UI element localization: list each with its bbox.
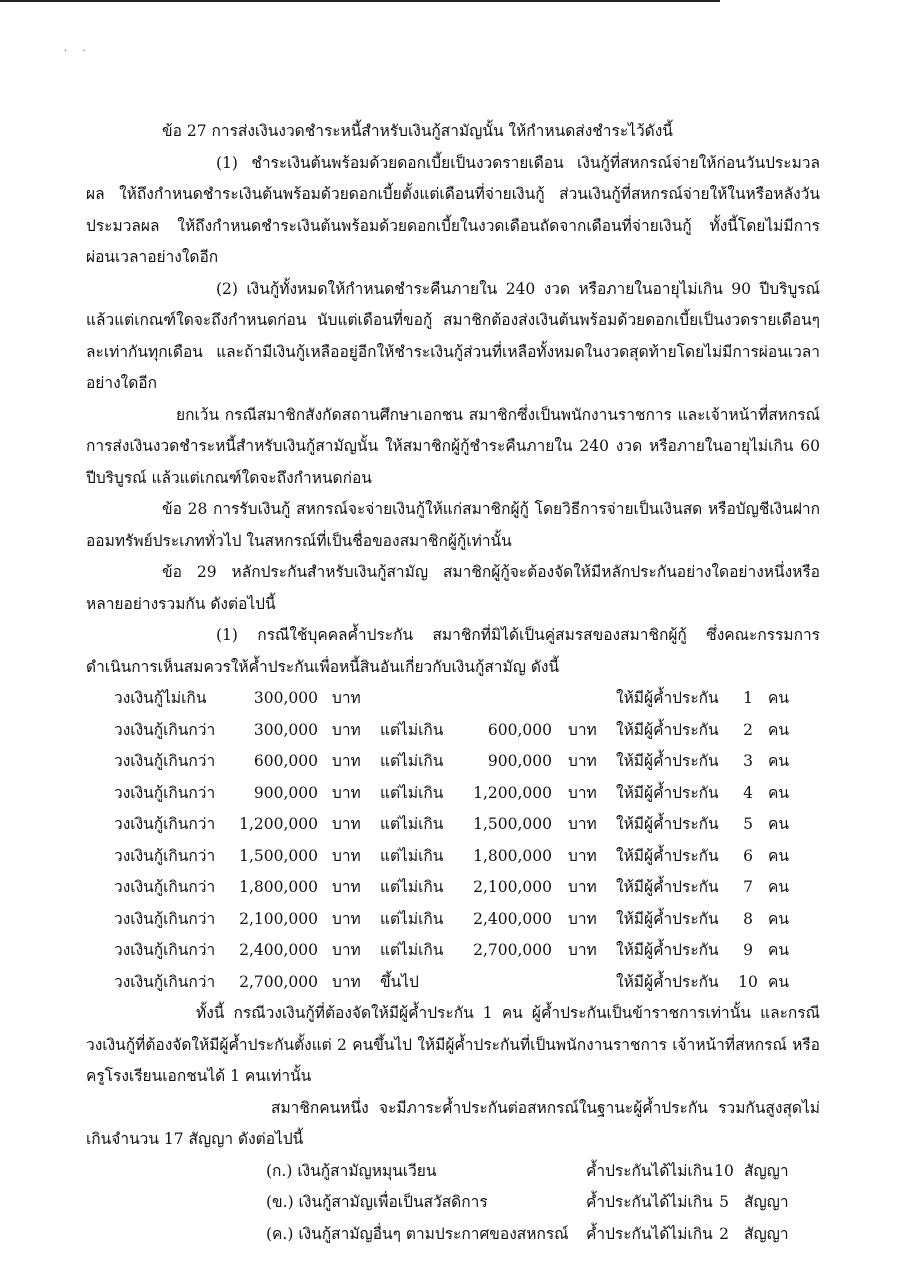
row-condition: แต่ไม่เกิน	[380, 909, 444, 928]
row-amount-to: 600,000	[487, 720, 552, 739]
document-body	[86, 116, 820, 1250]
row-condition: ขึ้นไป	[380, 972, 419, 991]
limit-unit: สัญญา	[744, 1193, 789, 1211]
row-requirement: ให้มีผู้ค้ำประกัน	[616, 752, 719, 770]
limit-text: ค้ำประกันได้ไม่เกิน	[586, 1193, 713, 1211]
row-label: วงเงินกู้เกินกว่า	[114, 783, 216, 802]
row-label: วงเงินกู้เกินกว่า	[114, 941, 216, 959]
row-guarantor-count: 3	[743, 752, 753, 770]
table-row	[114, 872, 808, 904]
limit-count: 10	[714, 1161, 734, 1180]
row-unit-from: บาท	[332, 941, 361, 959]
row-unit-from: บาท	[332, 689, 361, 707]
list-item	[266, 1156, 820, 1188]
row-requirement: ให้มีผู้ค้ำประกัน	[616, 878, 719, 896]
row-amount-from: 2,400,000	[239, 941, 318, 959]
row-amount-to	[452, 683, 568, 715]
row-guarantor-count: 1	[743, 689, 753, 707]
row-label: วงเงินกู้เกินกว่า	[114, 878, 216, 896]
row-label: วงเงินกู้ไม่เกิน	[114, 689, 207, 707]
row-condition: แต่ไม่เกิน	[380, 783, 444, 802]
row-requirement: ให้มีผู้ค้ำประกัน	[616, 783, 719, 802]
row-amount-to: 2,400,000	[473, 909, 552, 928]
limit-text: ค้ำประกันได้ไม่เกิน	[586, 1224, 713, 1243]
table-row	[114, 967, 808, 999]
row-label: วงเงินกู้เกินกว่า	[114, 972, 216, 991]
table-row	[114, 715, 808, 747]
row-amount-to: 1,200,000	[473, 783, 552, 802]
row-amount-to: 2,100,000	[473, 878, 552, 896]
row-guarantor-count: 5	[743, 815, 753, 833]
row-requirement: ให้มีผู้ค้ำประกัน	[616, 972, 719, 991]
row-person-unit: คน	[768, 815, 789, 833]
limit-count: 2	[719, 1224, 729, 1243]
row-unit-to: บาท	[568, 846, 597, 865]
limit-count: 5	[719, 1193, 729, 1211]
row-guarantor-count: 2	[743, 720, 753, 739]
row-person-unit: คน	[768, 752, 789, 770]
table-row	[114, 746, 808, 778]
row-person-unit: คน	[768, 783, 789, 802]
list-item	[266, 1187, 820, 1219]
row-unit-from: บาท	[332, 720, 361, 739]
row-unit-to: บาท	[568, 878, 597, 896]
article-27-exception: ยกเว้น กรณีสมาชิกสังกัดสถานศึกษาเอกชน สมาชิกซึ่งเป็นพนักงานราชการ และเจ้าหน้าที่สหกรณ์ การส่งเงินงวดชำระหนี้สำหรับเงินกู้สามัญนั้น ให้สมาชิกผู้กู้ชำระคืนภายใน 240 งวด หรือภายในอายุไม่เกิน 60 ปีบริบูรณ์ แล้วแต่เกณฑ์ใดจะถึงกำหนดก่อน	[86, 405, 820, 487]
row-amount-from: 300,000	[253, 720, 318, 739]
row-unit-to: บาท	[568, 783, 597, 802]
limit-unit: สัญญา	[744, 1161, 789, 1180]
row-amount-from: 900,000	[253, 783, 318, 802]
row-unit-from: บาท	[332, 846, 361, 865]
row-person-unit: คน	[768, 909, 789, 928]
guarantor-table	[114, 683, 808, 998]
guarantee-limit-list	[86, 1156, 820, 1251]
table-row	[114, 841, 808, 873]
row-condition: แต่ไม่เกิน	[380, 846, 444, 865]
row-condition: แต่ไม่เกิน	[380, 752, 444, 770]
row-condition: แต่ไม่เกิน	[380, 941, 444, 959]
row-requirement: ให้มีผู้ค้ำประกัน	[616, 815, 719, 833]
row-unit-to: บาท	[568, 720, 597, 739]
row-person-unit: คน	[768, 941, 789, 959]
row-amount-from: 600,000	[253, 752, 318, 770]
row-amount-to: 1,800,000	[473, 846, 552, 865]
row-guarantor-count: 8	[743, 909, 753, 928]
row-unit-from: บาท	[332, 752, 361, 770]
table-row	[114, 809, 808, 841]
row-person-unit: คน	[768, 689, 789, 707]
row-unit-to	[568, 967, 616, 999]
table-row	[114, 935, 808, 967]
row-requirement: ให้มีผู้ค้ำประกัน	[616, 846, 719, 865]
row-condition: แต่ไม่เกิน	[380, 878, 444, 896]
row-amount-to: 2,700,000	[473, 941, 552, 959]
row-requirement: ให้มีผู้ค้ำประกัน	[616, 689, 719, 707]
row-amount-to	[452, 967, 568, 999]
row-unit-to: บาท	[568, 815, 597, 833]
row-unit-from: บาท	[332, 815, 361, 833]
row-amount-from: 1,500,000	[239, 846, 318, 865]
row-person-unit: คน	[768, 846, 789, 865]
row-amount-to: 1,500,000	[473, 815, 552, 833]
top-rule	[0, 0, 720, 2]
limit-label: (ข.) เงินกู้สามัญเพื่อเป็นสวัสดิการ	[266, 1193, 488, 1211]
row-guarantor-count: 9	[743, 941, 753, 959]
list-item	[266, 1219, 820, 1251]
row-amount-from: 2,700,000	[239, 972, 318, 991]
row-person-unit: คน	[768, 878, 789, 896]
row-amount-from: 1,200,000	[239, 815, 318, 833]
row-label: วงเงินกู้เกินกว่า	[114, 846, 216, 865]
scan-specks: · ·	[64, 46, 92, 57]
row-amount-from: 1,800,000	[239, 878, 318, 896]
article-28-text: ข้อ 28 การรับเงินกู้ สหกรณ์จะจ่ายเงินกู้ให้แก่สมาชิกผู้กู้ โดยวิธีการจ่ายเป็นเงินสด หรือบัญชีเงินฝากออมทรัพย์ประเภททั่วไป ในสหกรณ์ที่เป็นชื่อของสมาชิกผู้กู้เท่านั้น	[86, 500, 820, 550]
row-unit-to: บาท	[568, 752, 597, 770]
table-row	[114, 683, 808, 715]
row-amount-from: 300,000	[253, 689, 318, 707]
row-amount-to: 900,000	[487, 752, 552, 770]
row-requirement: ให้มีผู้ค้ำประกัน	[616, 941, 719, 959]
row-condition: แต่ไม่เกิน	[380, 815, 444, 833]
row-amount-from: 2,100,000	[239, 909, 318, 928]
row-unit-to: บาท	[568, 941, 597, 959]
row-unit-to: บาท	[568, 909, 597, 928]
article-29-item-1: (1) กรณีใช้บุคคลค้ำประกัน สมาชิกที่มิได้เป็นคู่สมรสของสมาชิกผู้กู้ ซึ่งคณะกรรมการดำเนินการเห็นสมควรให้ค้ำประกันเพื่อหนี้สินอันเกี่ยวกับเงินกู้สามัญ ดังนี้	[86, 626, 820, 676]
row-condition: แต่ไม่เกิน	[380, 720, 444, 739]
row-person-unit: คน	[768, 972, 789, 991]
row-requirement: ให้มีผู้ค้ำประกัน	[616, 720, 719, 739]
row-unit-from: บาท	[332, 783, 361, 802]
row-unit-from: บาท	[332, 972, 361, 991]
row-unit-to	[568, 683, 616, 715]
guarantee-limit-intro: สมาชิกคนหนึ่ง จะมีภาระค้ำประกันต่อสหกรณ์ในฐานะผู้ค้ำประกัน รวมกันสูงสุดไม่เกินจำนวน 17 สัญญา ดังต่อไปนี้	[86, 1098, 820, 1148]
row-person-unit: คน	[768, 720, 789, 739]
row-label: วงเงินกู้เกินกว่า	[114, 909, 216, 928]
limit-text: ค้ำประกันได้ไม่เกิน	[586, 1161, 713, 1180]
row-guarantor-count: 10	[738, 972, 758, 991]
limit-unit: สัญญา	[744, 1224, 789, 1243]
row-label: วงเงินกู้เกินกว่า	[114, 720, 216, 739]
row-guarantor-count: 4	[743, 783, 753, 802]
row-label: วงเงินกู้เกินกว่า	[114, 815, 216, 833]
table-row	[114, 778, 808, 810]
table-row	[114, 904, 808, 936]
article-27-item-2: (2) เงินกู้ทั้งหมดให้กำหนดชำระคืนภายใน 240 งวด หรือภายในอายุไม่เกิน 90 ปีบริบูรณ์ แล้วแต่เกณฑ์ใดจะถึงกำหนดก่อน นับแต่เดือนที่ขอกู้ สมาชิกต้องส่งเงินต้นพร้อมด้วยดอกเบี้ยเป็นงวดรายเดือนๆละเท่ากันทุกเดือน และถ้ามีเงินกู้เหลืออยู่อีกให้ชำระเงินกู้ส่วนที่เหลือทั้งหมดในงวดสุดท้ายโดยไม่มีการผ่อนเวลาอย่างใดอีก	[86, 279, 820, 392]
row-label: วงเงินกู้เกินกว่า	[114, 752, 216, 770]
guarantor-note: ทั้งนี้ กรณีวงเงินกู้ที่ต้องจัดให้มีผู้ค้ำประกัน 1 คน ผู้ค้ำประกันเป็นข้าราชการเท่านั้น และกรณีวงเงินกู้ที่ต้องจัดให้มีผู้ค้ำประกันตั้งแต่ 2 คนขึ้นไป ให้มีผู้ค้ำประกันที่เป็นพนักงานราชการ เจ้าหน้าที่สหกรณ์ หรือครูโรงเรียนเอกชนได้ 1 คนเท่านั้น	[86, 1004, 820, 1085]
row-guarantor-count: 6	[743, 846, 753, 865]
row-unit-from: บาท	[332, 909, 361, 928]
row-condition	[380, 683, 452, 715]
row-unit-from: บาท	[332, 878, 361, 896]
article-27-item-1: (1) ชำระเงินต้นพร้อมด้วยดอกเบี้ยเป็นงวดรายเดือน เงินกู้ที่สหกรณ์จ่ายให้ก่อนวันประมวลผล ให้ถึงกำหนดชำระเงินต้นพร้อมด้วยดอกเบี้ยตั้งแต่เดือนที่จ่ายเงินกู้ ส่วนเงินกู้ที่สหกรณ์จ่ายให้ในหรือหลังวันประมวลผล ให้ถึงกำหนดชำระเงินต้นพร้อมด้วยดอกเบี้ยในงวดเดือนถัดจากเดือนที่จ่ายเงินกู้ ทั้งนี้โดยไม่มีการผ่อนเวลาอย่างใดอีก	[86, 153, 820, 266]
row-guarantor-count: 7	[743, 878, 753, 896]
limit-label: (ค.) เงินกู้สามัญอื่นๆ ตามประกาศของสหกรณ์	[266, 1224, 569, 1243]
row-requirement: ให้มีผู้ค้ำประกัน	[616, 909, 719, 928]
article-29-heading: ข้อ 29 หลักประกันสำหรับเงินกู้สามัญ สมาชิกผู้กู้จะต้องจัดให้มีหลักประกันอย่างใดอย่างหนึ่งหรือหลายอย่างรวมกัน ดังต่อไปนี้	[86, 563, 820, 613]
limit-label: (ก.) เงินกู้สามัญหมุนเวียน	[266, 1161, 437, 1180]
article-27-heading: ข้อ 27 การส่งเงินงวดชำระหนี้สำหรับเงินกู้สามัญนั้น ให้กำหนดส่งชำระไว้ดังนี้	[162, 122, 673, 140]
